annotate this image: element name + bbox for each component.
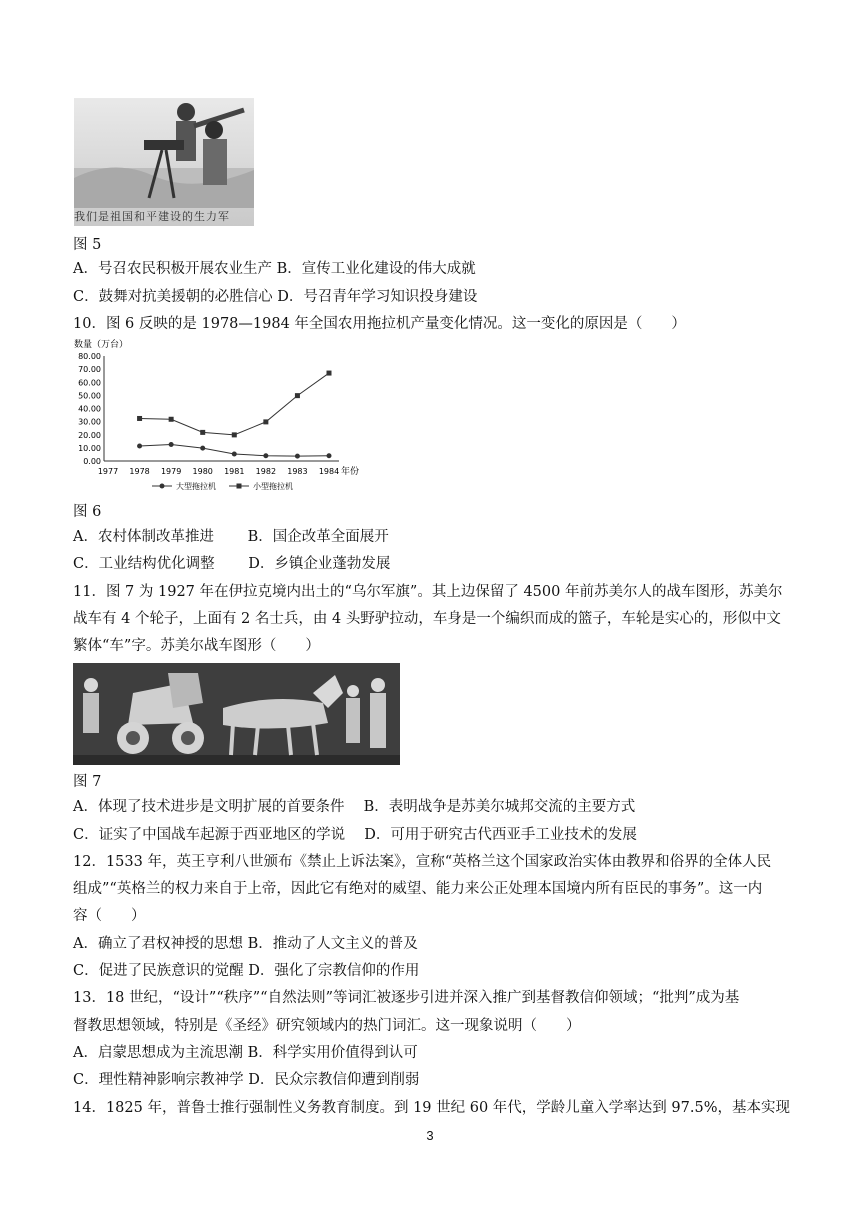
fig6-line-chart — [74, 336, 370, 496]
legend-large: 大型拖拉机 — [176, 482, 216, 491]
q11-stem-line2: 战车有 4 个轮子，上面有 2 名士兵，由 4 头野驴拉动，车身是一个编织而成的篮子，车轮是实心的，形似中文 — [73, 611, 781, 627]
x-tick-label: 1979 — [160, 467, 182, 476]
fig7-label: 图 7 — [73, 774, 102, 790]
y-tick-label: 30.00 — [78, 417, 101, 427]
data-point — [295, 393, 300, 398]
q10-option-ab: A．农村体制改革推进 B．国企改革全面展开 — [73, 529, 389, 545]
poster-illustration — [74, 98, 254, 226]
q9-option-cd: C．鼓舞对抗美援朝的必胜信心 D．号召青年学习知识投身建设 — [73, 289, 478, 305]
chart-svg — [74, 336, 370, 496]
y-tick-label: 80.00 — [78, 352, 101, 361]
chart-ylabel: 数量（万台） — [74, 340, 129, 350]
fig5-label: 图 5 — [73, 237, 102, 253]
legend-small: 小型拖拉机 — [253, 482, 293, 491]
relief-illustration — [73, 663, 400, 765]
data-point — [327, 453, 332, 458]
q11-option-cd: C．证实了中国战车起源于西亚地区的学说 D．可用于研究古代西亚手工业技术的发展 — [73, 827, 637, 843]
data-point — [200, 446, 205, 451]
y-tick-label: 50.00 — [78, 391, 101, 401]
chart-legend — [152, 481, 293, 491]
x-tick-label: 1977 — [97, 467, 119, 476]
x-tick-label: 1978 — [129, 467, 150, 476]
fig6-label: 图 6 — [73, 504, 102, 520]
data-point — [232, 452, 237, 457]
data-point — [137, 444, 142, 449]
fig5-poster-image — [74, 98, 254, 226]
q12-option-ab: A．确立了君权神授的思想 B．推动了人文主义的普及 — [73, 936, 418, 952]
q12-stem-line3: 容（ ） — [73, 908, 146, 924]
y-tick-label: 0.00 — [83, 457, 101, 466]
data-point — [295, 454, 300, 459]
data-point — [200, 430, 205, 435]
y-tick-label: 70.00 — [78, 365, 101, 375]
q13-option-ab: A．启蒙思想成为主流思潮 B．科学实用价值得到认可 — [73, 1045, 418, 1061]
data-point — [137, 416, 142, 421]
q10-option-cd: C．工业结构优化调整 D．乡镇企业蓬勃发展 — [73, 556, 391, 572]
q9-option-ab: A．号召农民积极开展农业生产 B．宣传工业化建设的伟大成就 — [73, 261, 476, 277]
data-point — [263, 419, 268, 424]
q13-option-cd: C．理性精神影响宗教神学 D．民众宗教信仰遭到削弱 — [73, 1072, 420, 1088]
x-tick-label: 1982 — [255, 467, 277, 476]
y-tick-label: 10.00 — [78, 443, 101, 453]
data-point — [169, 442, 174, 447]
x-tick-label: 1983 — [287, 467, 308, 476]
data-point — [263, 453, 268, 458]
series-line-1 — [140, 373, 329, 435]
q12-stem-line1: 12．1533 年，英王亨利八世颁布《禁止上诉法案》，宣称“英格兰这个国家政治实体由教界和俗界的全体人民 — [73, 854, 772, 870]
q12-stem-line2: 组成”“英格兰的权力来自于上帝，因此它有绝对的威望、能力来公正处理本国境内所有臣民的事务”。这一内 — [73, 881, 763, 897]
q11-stem-line1: 11．图 7 为 1927 年在伊拉克境内出土的“乌尔军旗”。其上边保留了 4500 年前苏美尔人的战车图形，苏美尔 — [73, 584, 783, 600]
q13-stem-line1: 13．18 世纪，“设计”“秩序”“自然法则”等词汇被逐步引进并深入推广到基督教信仰领域；“批判”成为基 — [73, 990, 740, 1006]
y-tick-label: 40.00 — [78, 404, 101, 414]
x-tick-label: 1981 — [224, 467, 245, 476]
y-tick-label: 60.00 — [78, 378, 101, 388]
q12-option-cd: C．促进了民族意识的觉醒 D．强化了宗教信仰的作用 — [73, 963, 420, 979]
q13-stem-line2: 督教思想领域，特别是《圣经》研究领域内的热门词汇。这一现象说明（ ） — [73, 1018, 581, 1034]
fig7-standard-of-ur-image — [73, 663, 400, 765]
q14-stem-line1: 14．1825 年，普鲁士推行强制性义务教育制度。到 19 世纪 60 年代，学龄儿童入学率达到 97.5%，基本实现 — [73, 1100, 790, 1116]
q11-option-ab: A．体现了技术进步是文明扩展的首要条件 B．表明战争是苏美尔城邦交流的主要方式 — [73, 799, 636, 815]
data-point — [232, 432, 237, 437]
x-tick-label: 1984 — [318, 467, 340, 476]
chart-xlabel: 年份 — [341, 467, 360, 477]
x-tick-label: 1980 — [192, 467, 213, 476]
y-tick-label: 20.00 — [78, 430, 101, 440]
poster-caption: 我们是祖国和平建设的生力军 — [74, 210, 230, 223]
data-point — [327, 371, 332, 376]
q10-stem: 10．图 6 反映的是 1978—1984 年全国农用拖拉机产量变化情况。这一变化的原因是（ ） — [73, 316, 686, 332]
q11-stem-line3: 繁体“车”字。苏美尔战车图形（ ） — [73, 638, 320, 654]
data-point — [169, 417, 174, 422]
page-number: 3 — [426, 1128, 434, 1143]
